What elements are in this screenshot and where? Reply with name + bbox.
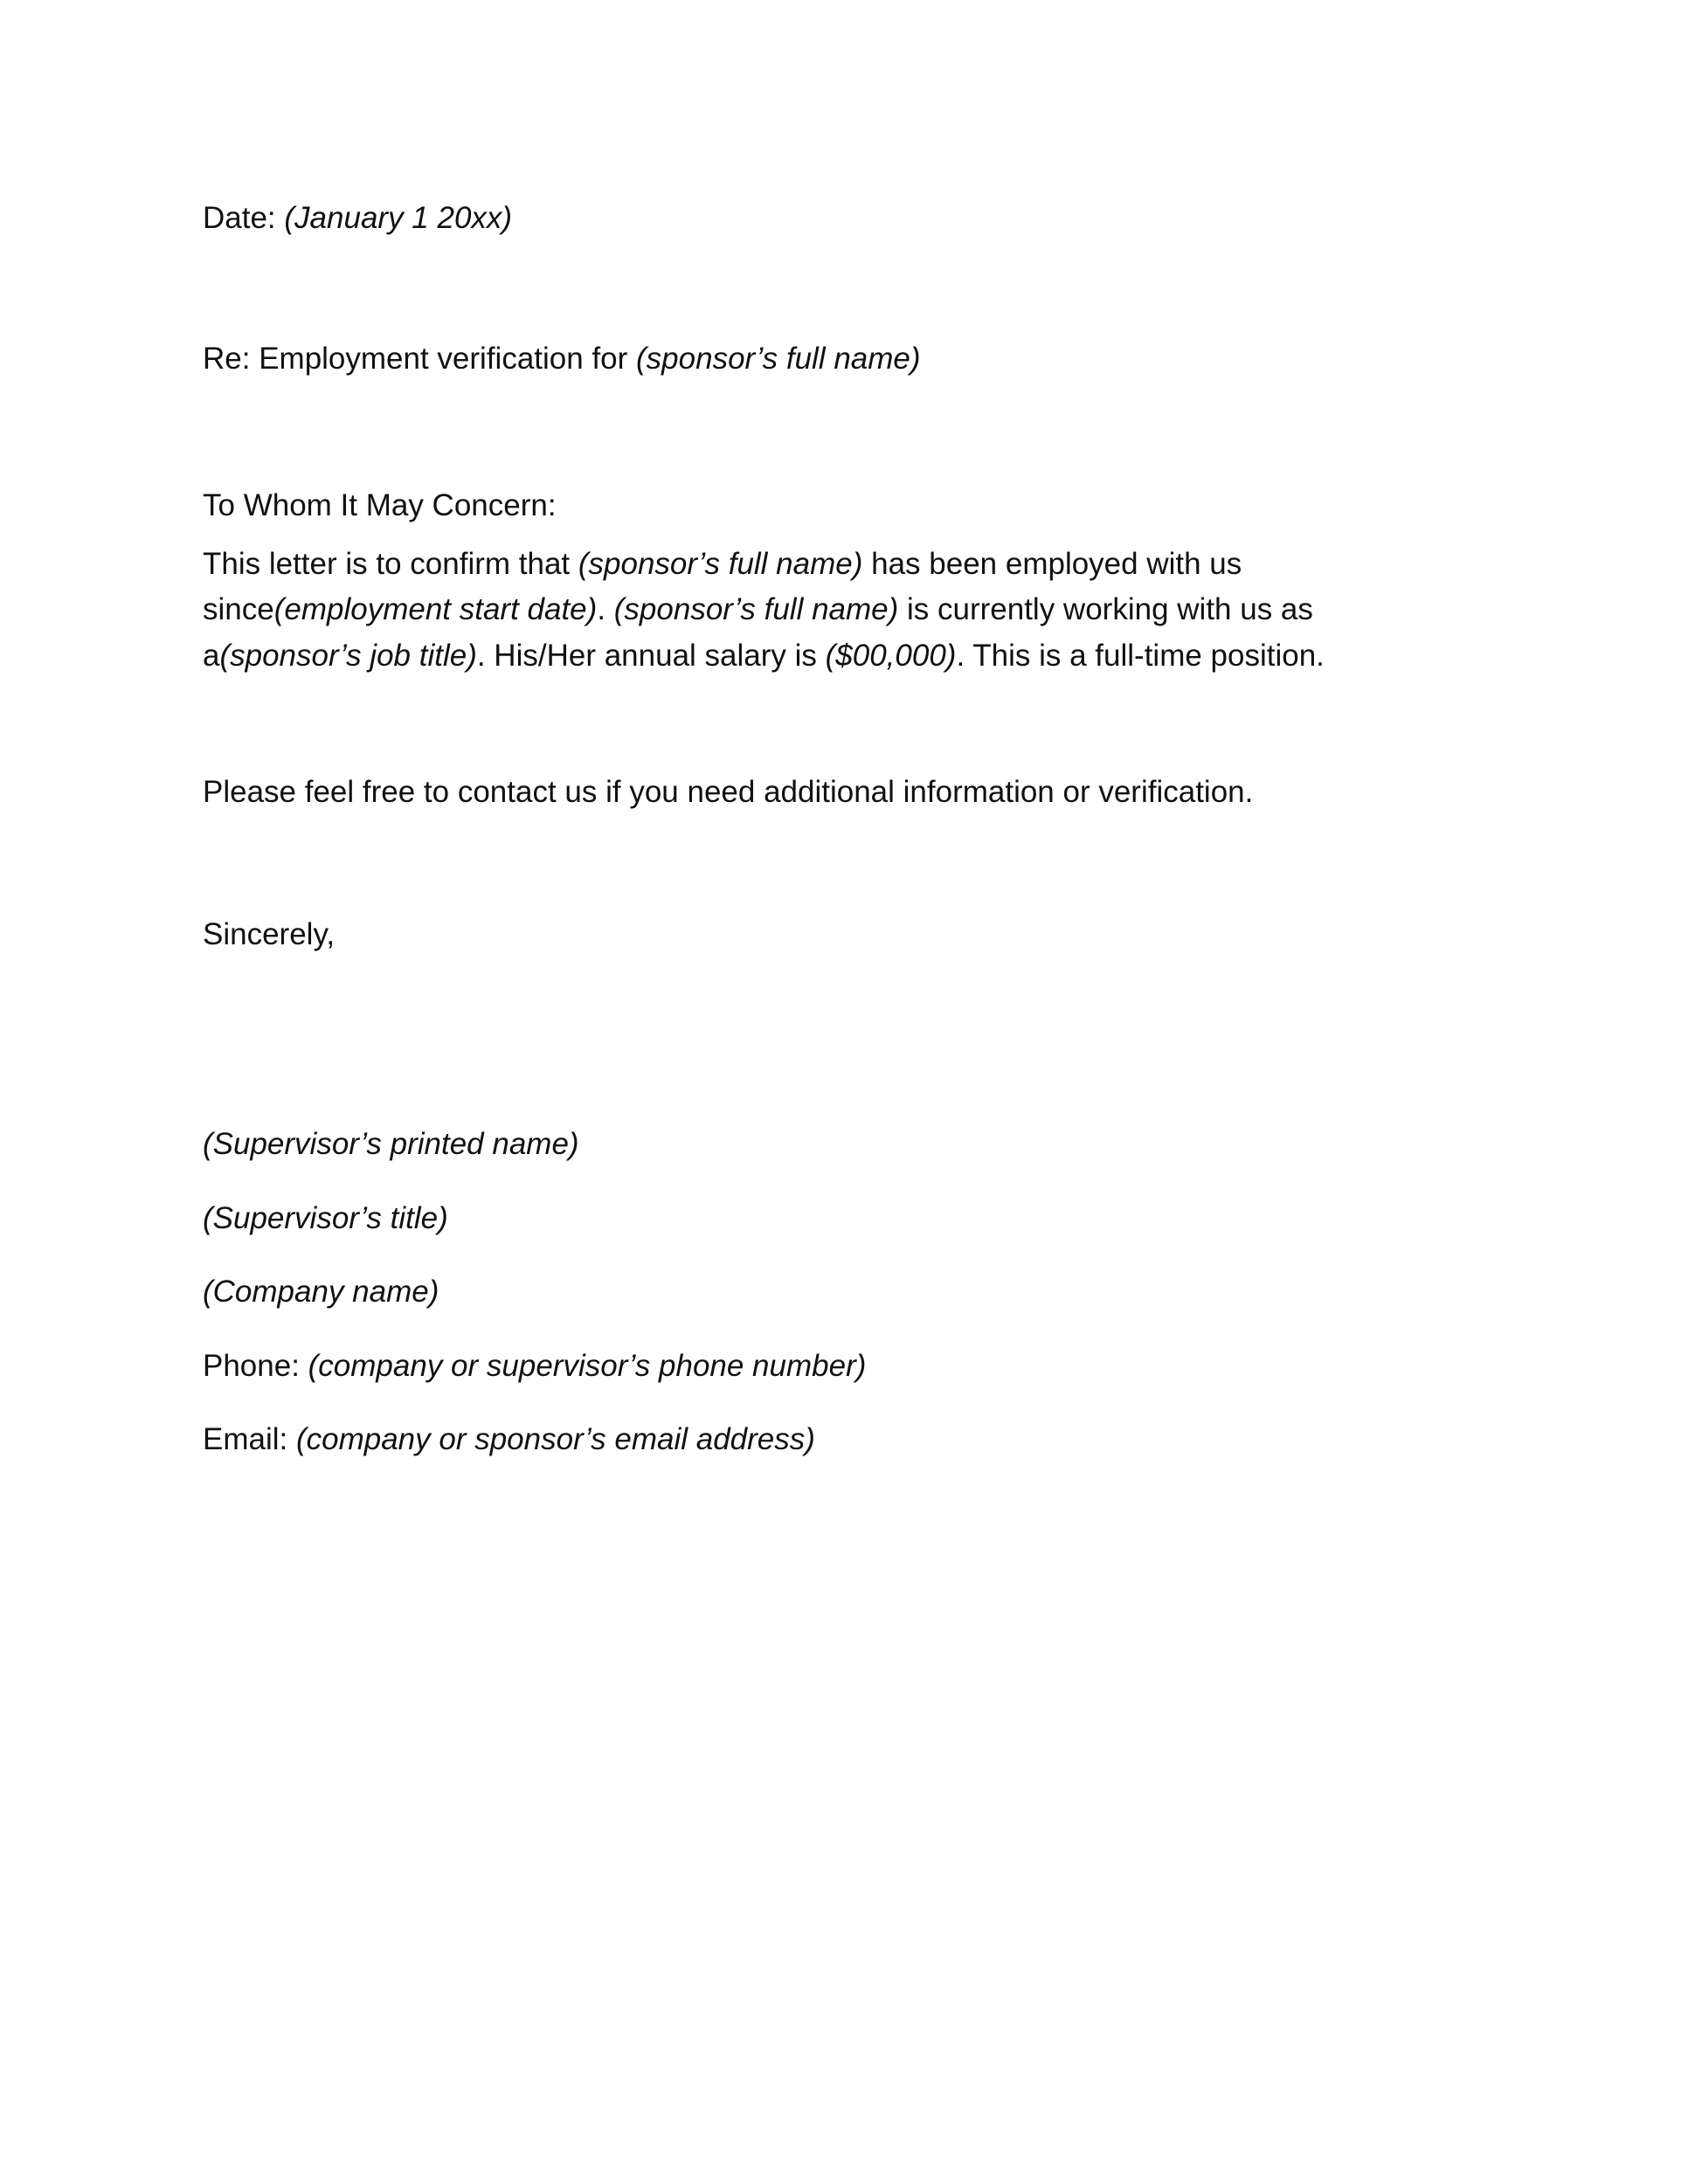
supervisor-name-placeholder: (Supervisor’s printed name) — [203, 1127, 579, 1161]
supervisor-title-placeholder: (Supervisor’s title) — [203, 1200, 448, 1235]
salutation: To Whom It May Concern: — [203, 488, 557, 522]
job-title-placeholder: (sponsor’s job title) — [219, 638, 477, 673]
body-paragraph — [203, 542, 1426, 680]
body-segment: is currently working with us as a — [203, 592, 1313, 673]
email-label: Email: — [203, 1422, 296, 1456]
body-segment: This letter is to confirm that — [203, 546, 578, 581]
phone-label: Phone: — [203, 1348, 308, 1383]
salary-placeholder: ($00,000) — [825, 638, 957, 673]
contact-line: Please feel free to contact us if you need additional information or verification. — [203, 775, 1254, 809]
date-line — [203, 196, 1426, 242]
date-placeholder: (January 1 20xx) — [284, 201, 513, 235]
body-segment: . His/Her annual salary is — [476, 638, 826, 673]
body-segment: has been employed with us since — [203, 546, 1242, 626]
start-date-placeholder: (employment start date) — [273, 592, 598, 626]
body-segment: . This is a full-time position. — [956, 638, 1325, 673]
phone-placeholder: (company or supervisor’s phone number) — [308, 1348, 867, 1383]
sponsor-name-placeholder: (sponsor’s full name) — [613, 592, 899, 626]
closing: Sincerely, — [203, 916, 336, 951]
phone-line — [203, 1344, 1426, 1390]
re-line — [203, 336, 1426, 383]
re-placeholder: (sponsor’s full name) — [636, 341, 921, 376]
email-line — [203, 1417, 1426, 1463]
company-name-placeholder: (Company name) — [203, 1275, 439, 1309]
re-label: Re: Employment verification for — [203, 341, 637, 376]
sponsor-name-placeholder: (sponsor’s full name) — [578, 546, 863, 581]
date-label: Date: — [203, 201, 285, 235]
email-placeholder: (company or sponsor’s email address) — [295, 1422, 815, 1456]
body-segment: . — [597, 592, 614, 626]
